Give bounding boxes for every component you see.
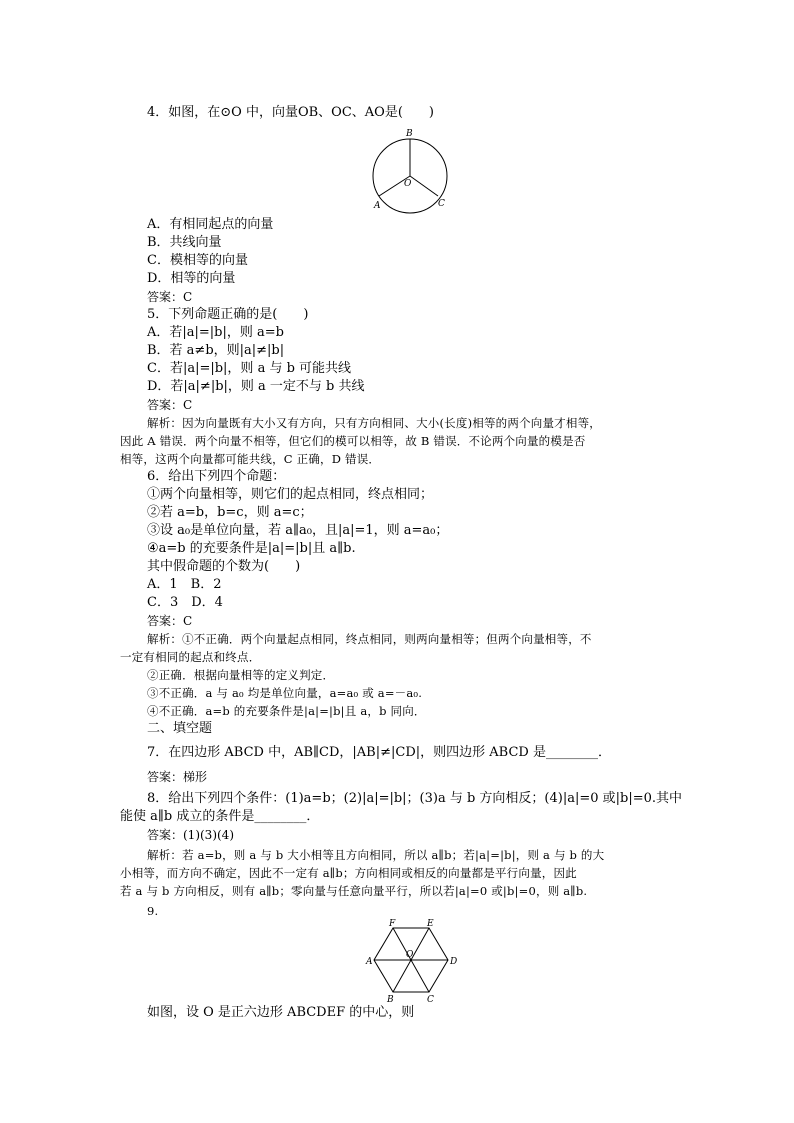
q8-stem-line-2: 能使 a∥b 成立的条件是________．	[120, 809, 320, 824]
q6-analysis-line-2: 一定有相同的起点和终点．	[120, 650, 261, 664]
q4-label-A: A	[374, 201, 381, 211]
q6-item-1: ①两个向量相等，则它们的起点相同，终点相同；	[147, 487, 434, 502]
q8-answer: 答案：(1)(3)(4)	[147, 828, 234, 842]
q9-label-B: B	[387, 995, 394, 1004]
q8-stem-line-1: 8．给出下列四个条件：(1)a=b；(2)|a|=|b|；(3)a 与 b 方向相反；(4)|a|=0 或|b|=0.其中	[147, 791, 683, 806]
q4-circle-figure	[368, 128, 458, 220]
q6-item-3: ③设 a₀是单位向量，若 a∥a₀，且|a|=1，则 a=a₀；	[147, 523, 449, 538]
q4-option-d: D．相等的向量	[147, 271, 236, 286]
q5-analysis-line-3: 相等，这两个向量都可能共线，C 正确，D 错误．	[120, 452, 381, 466]
q6-answer: 答案：C	[147, 614, 193, 628]
q6-analysis-line-5: ④不正确．a=b 的充要条件是|a|=|b|且 a，b 同向．	[147, 704, 426, 718]
q9-label-O: O	[406, 950, 414, 960]
q9-label-A: A	[366, 957, 373, 967]
q5-option-a: A．若|a|=|b|，则 a=b	[147, 325, 284, 340]
q6-analysis-line-3: ②正确．根据向量相等的定义判定．	[147, 668, 335, 682]
q9-stem: 如图，设 O 是正六边形 ABCDEF 的中心，则	[147, 1005, 415, 1020]
q6-item-2: ②若 a=b，b=c，则 a=c；	[147, 505, 313, 520]
q9-label-C: C	[427, 995, 434, 1004]
q6-analysis-line-1: 解析：①不正确．两个向量起点相同，终点相同，则两向量相等；但两个向量相等，不	[147, 632, 592, 646]
q9-hexagon-figure	[362, 918, 462, 1004]
q5-stem: 5．下列命题正确的是( )	[147, 307, 309, 322]
q8-analysis-line-1: 解析：若 a=b，则 a 与 b 大小相等且方向相同，所以 a∥b；若|a|=|b|，则 a 与 b 的大	[147, 848, 605, 862]
q9-label-E: E	[427, 919, 434, 929]
q5-answer: 答案：C	[147, 398, 193, 412]
q5-analysis-line-2: 因此 A 错误．两个向量不相等，但它们的模可以相等，故 B 错误．不论两个向量的模是否	[120, 434, 586, 448]
q7-answer: 答案：梯形	[147, 770, 208, 784]
q4-option-b: B．共线向量	[147, 235, 222, 250]
q6-options-cd: C．3 D．4	[147, 595, 223, 610]
q4-stem: 4．如图，在⊙O 中，向量OB、OC、AO是( )	[147, 105, 434, 120]
q5-option-c: C．若|a|=|b|，则 a 与 b 可能共线	[147, 361, 352, 376]
q5-option-d: D．若|a|≠|b|，则 a 一定不与 b 共线	[147, 379, 365, 394]
q9-label-F: F	[389, 919, 396, 929]
q4-answer: 答案：C	[147, 290, 193, 304]
q5-option-b: B．若 a≠b，则|a|≠|b|	[147, 343, 285, 358]
section-heading: 二、填空题	[147, 721, 213, 736]
q4-label-B: B	[406, 129, 413, 139]
q6-analysis-line-4: ③不正确．a 与 a₀ 均是单位向量，a=a₀ 或 a=－a₀.	[147, 686, 423, 700]
q8-analysis-line-3: 若 a 与 b 方向相反，则有 a∥b；零向量与任意向量平行，所以若|a|=0 或|b|=0，则 a∥b.	[120, 884, 588, 898]
q7-stem: 7．在四边形 ABCD 中，AB∥CD，|AB|≠|CD|，则四边形 ABCD 是________．	[147, 745, 611, 760]
q9-number: 9.	[147, 904, 159, 918]
q6-item-4: ④a=b 的充要条件是|a|=|b|且 a∥b.	[147, 541, 356, 556]
q5-analysis-line-1: 解析：因为向量既有大小又有方向，只有方向相同、大小(长度)相等的两个向量才相等，	[147, 416, 601, 430]
q4-label-C: C	[438, 199, 445, 209]
q6-options-ab: A．1 B．2	[147, 577, 222, 592]
q8-analysis-line-2: 小相等，而方向不确定，因此不一定有 a∥b；方向相同或相反的向量都是平行向量，因此	[120, 866, 577, 880]
q6-stem: 6．给出下列四个命题：	[147, 469, 286, 484]
q4-label-O: O	[404, 179, 412, 189]
q4-option-c: C．模相等的向量	[147, 253, 248, 268]
q9-label-D: D	[450, 957, 458, 967]
q4-option-a: A．有相同起点的向量	[147, 217, 274, 232]
q6-question: 其中假命题的个数为( )	[147, 559, 301, 574]
